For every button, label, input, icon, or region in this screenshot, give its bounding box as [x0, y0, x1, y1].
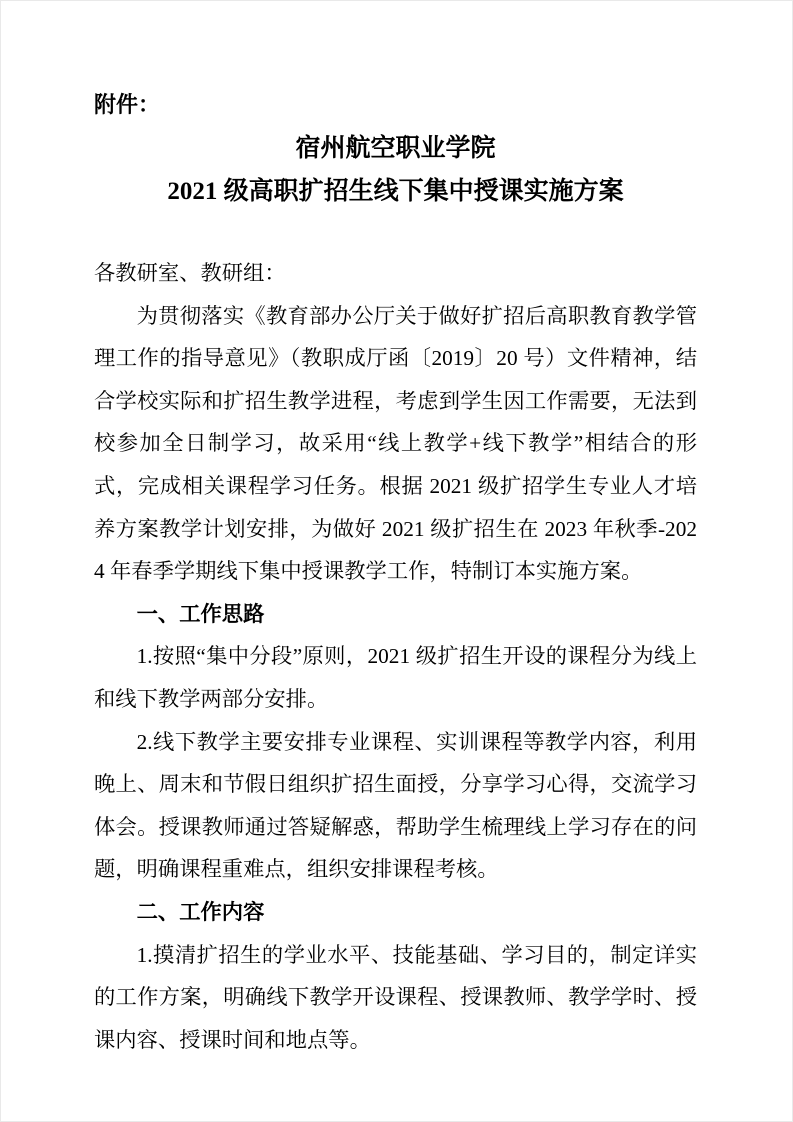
section-heading-work-content: 二、工作内容 [136, 899, 265, 924]
paragraph-work-ideas-2: 2.线下教学主要安排专业课程、实训课程等教学内容，利用晚上、周末和节假日组织扩招生面授，分享学习心得，交流学习体会。授课教师通过答疑解惑，帮助学生梳理线上学习存在的问题，明确课程重难点，组织安排课程考核。 [94, 729, 697, 882]
section-heading-work-ideas: 一、工作思路 [136, 601, 265, 626]
document-title: 宿州航空职业学院 [295, 135, 496, 162]
paragraph-work-ideas-1: 1.按照“集中分段”原则，2021 级扩招生开设的课程分为线上和线下教学两部分安排。 [94, 644, 697, 711]
salutation: 各教研室、教研组： [94, 261, 286, 285]
document-body [94, 252, 697, 1061]
paragraph-intro: 为贯彻落实《教育部办公厅关于做好扩招后高职教育教学管理工作的指导意见》（教职成厅函〔2019〕20 号）文件精神，结合学校实际和扩招生教学进程，考虑到学生因工作需要，无法到校参加全日制学习，故采用“线上教学+线下教学”相结合的形式，完成相关课程学习任务。根据 2021 级扩招学生专业人才培养方案教学计划安排，为做好 2021 级扩招生在 2023 年秋季-2024 年春季学期线下集中授课教学工作，特制订本实施方案。 [94, 303, 697, 584]
paragraph-work-content-1: 1.摸清扩招生的学业水平、技能基础、学习目的，制定详实的工作方案，明确线下教学开设课程、授课教师、教学学时、授课内容、授课时间和地点等。 [94, 942, 697, 1052]
attachment-label: 附件： [94, 92, 161, 117]
document-subtitle: 2021 级高职扩招生线下集中授课实施方案 [167, 178, 624, 205]
